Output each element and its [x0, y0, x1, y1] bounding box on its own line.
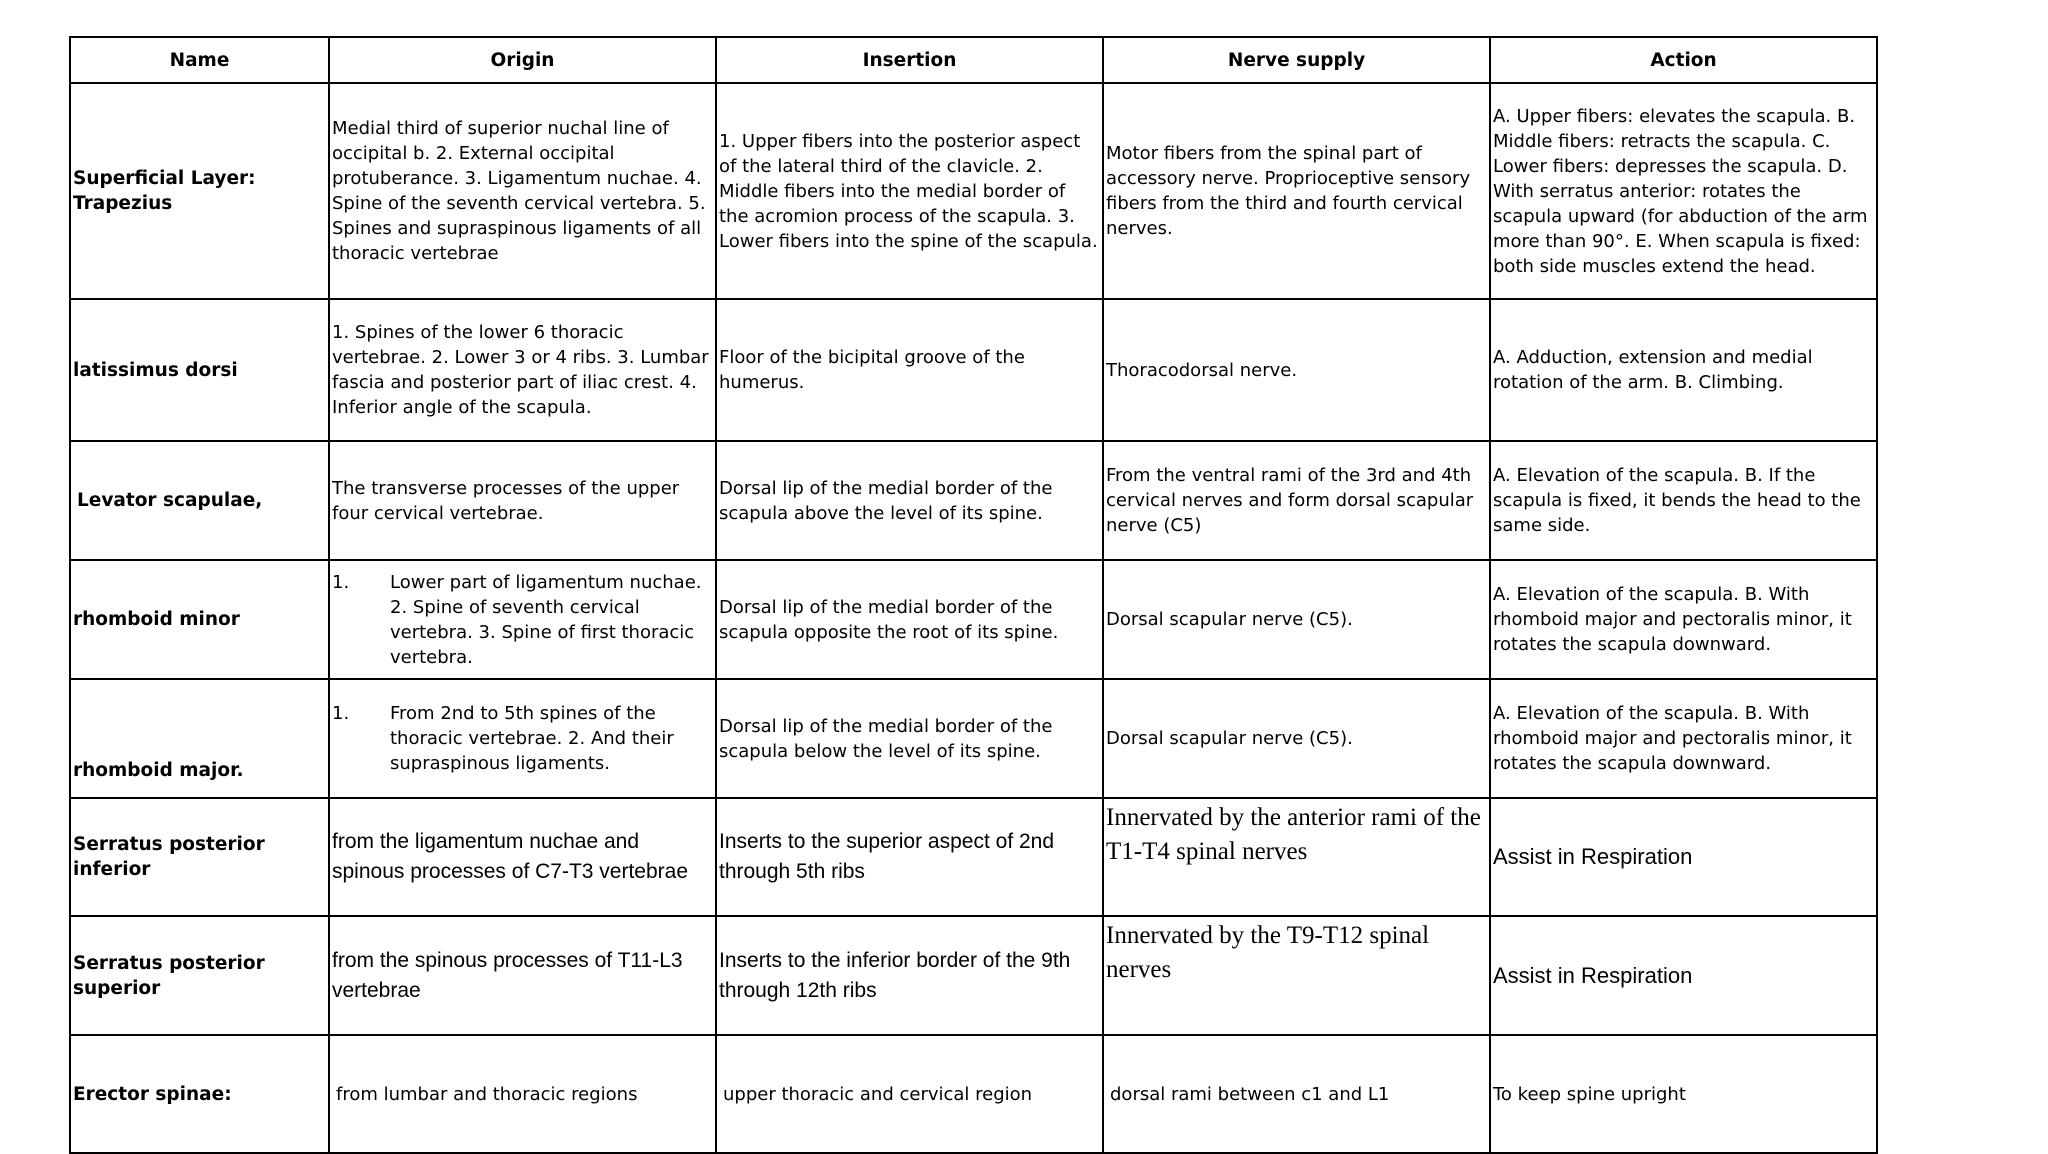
cell-insertion: Floor of the bicipital groove of the humerus. [716, 299, 1103, 441]
cell-insertion: Inserts to the superior aspect of 2nd through 5th ribs [716, 798, 1103, 916]
cell-nerve: Motor fibers from the spinal part of accessory nerve. Proprioceptive sensory fibers from the third and fourth cervical nerves. [1103, 83, 1490, 299]
cell-insertion: Dorsal lip of the medial border of the scapula below the level of its spine. [716, 679, 1103, 798]
cell-insertion: upper thoracic and cervical region [716, 1035, 1103, 1153]
list-number: 1. [332, 703, 350, 724]
cell-origin: from the ligamentum nuchae and spinous processes of C7-T3 vertebrae [329, 798, 716, 916]
header-row [70, 37, 1877, 83]
table-row [70, 299, 1877, 441]
cell-action: To keep spine upright [1490, 1035, 1877, 1153]
cell-nerve: From the ventral rami of the 3rd and 4th cervical nerves and form dorsal scapular nerve (C5) [1103, 441, 1490, 560]
cell-nerve: Dorsal scapular nerve (C5). [1103, 560, 1490, 679]
cell-action: Assist in Respiration [1490, 798, 1877, 916]
header-name: Name [70, 37, 329, 83]
list-text: From 2nd to 5th spines of the thoracic vertebrae. 2. And their supraspinous ligaments. [390, 703, 674, 774]
cell-action: A. Elevation of the scapula. B. With rhomboid major and pectoralis minor, it rotates the scapula downward. [1490, 560, 1877, 679]
back-muscles-table [69, 36, 1878, 1154]
table-row [70, 798, 1877, 916]
table-row [70, 916, 1877, 1035]
muscle-table-container [69, 36, 1876, 1154]
cell-origin: The transverse processes of the upper four cervical vertebrae. [329, 441, 716, 560]
cell-origin [329, 679, 716, 798]
cell-origin: Medial third of superior nuchal line of occipital b. 2. External occipital protuberance. 3. Ligamentum nuchae. 4. Spine of the seventh cervical vertebra. 5. Spines and supraspinous ligaments of all thoracic vertebrae [329, 83, 716, 299]
cell-origin: 1. Spines of the lower 6 thoracic vertebrae. 2. Lower 3 or 4 ribs. 3. Lumbar fascia and posterior part of iliac crest. 4. Inferior angle of the scapula. [329, 299, 716, 441]
cell-action: A. Upper fibers: elevates the scapula. B. Middle fibers: retracts the scapula. C. Lower fibers: depresses the scapula. D. With serratus anterior: rotates the scapula upward (for abduction of the arm more than 90°. E. When scapula is fixed: both side muscles extend the head. [1490, 83, 1877, 299]
cell-action: Assist in Respiration [1490, 916, 1877, 1035]
cell-action: A. Elevation of the scapula. B. With rhomboid major and pectoralis minor, it rotates the scapula downward. [1490, 679, 1877, 798]
cell-name: Levator scapulae, [70, 441, 329, 560]
list-text: Lower part of ligamentum nuchae. 2. Spine of seventh cervical vertebra. 3. Spine of first thoracic vertebra. [390, 571, 702, 668]
cell-insertion: Dorsal lip of the medial border of the scapula opposite the root of its spine. [716, 560, 1103, 679]
cell-nerve: dorsal rami between c1 and L1 [1103, 1035, 1490, 1153]
cell-name: Erector spinae: [70, 1035, 329, 1153]
cell-name: Serratus posterior inferior [70, 798, 329, 916]
cell-nerve: Innervated by the anterior rami of the T1-T4 spinal nerves [1103, 798, 1490, 916]
table-row [70, 679, 1877, 798]
cell-name: latissimus dorsi [70, 299, 329, 441]
cell-name: rhomboid minor [70, 560, 329, 679]
cell-name: rhomboid major. [70, 679, 329, 798]
cell-nerve: Thoracodorsal nerve. [1103, 299, 1490, 441]
cell-action: A. Elevation of the scapula. B. If the scapula is fixed, it bends the head to the same side. [1490, 441, 1877, 560]
header-origin: Origin [329, 37, 716, 83]
numbered-item [332, 701, 713, 776]
cell-nerve: Dorsal scapular nerve (C5). [1103, 679, 1490, 798]
header-action: Action [1490, 37, 1877, 83]
cell-origin: from lumbar and thoracic regions [329, 1035, 716, 1153]
cell-origin [329, 560, 716, 679]
numbered-item [332, 570, 713, 670]
header-insertion: Insertion [716, 37, 1103, 83]
cell-nerve: Innervated by the T9-T12 spinal nerves [1103, 916, 1490, 1035]
cell-insertion: Inserts to the inferior border of the 9th through 12th ribs [716, 916, 1103, 1035]
table-row [70, 560, 1877, 679]
cell-origin: from the spinous processes of T11-L3 vertebrae [329, 916, 716, 1035]
cell-name: Superficial Layer: Trapezius [70, 83, 329, 299]
list-number: 1. [332, 571, 350, 593]
header-nerve-supply: Nerve supply [1103, 37, 1490, 83]
cell-insertion: Dorsal lip of the medial border of the scapula above the level of its spine. [716, 441, 1103, 560]
table-row [70, 83, 1877, 299]
table-row [70, 1035, 1877, 1153]
cell-action: A. Adduction, extension and medial rotation of the arm. B. Climbing. [1490, 299, 1877, 441]
cell-insertion: 1. Upper fibers into the posterior aspect of the lateral third of the clavicle. 2. Middle fibers into the medial border of the acromion process of the scapula. 3. Lower fibers into the spine of the scapula. [716, 83, 1103, 299]
cell-name: Serratus posterior superior [70, 916, 329, 1035]
table-row [70, 441, 1877, 560]
